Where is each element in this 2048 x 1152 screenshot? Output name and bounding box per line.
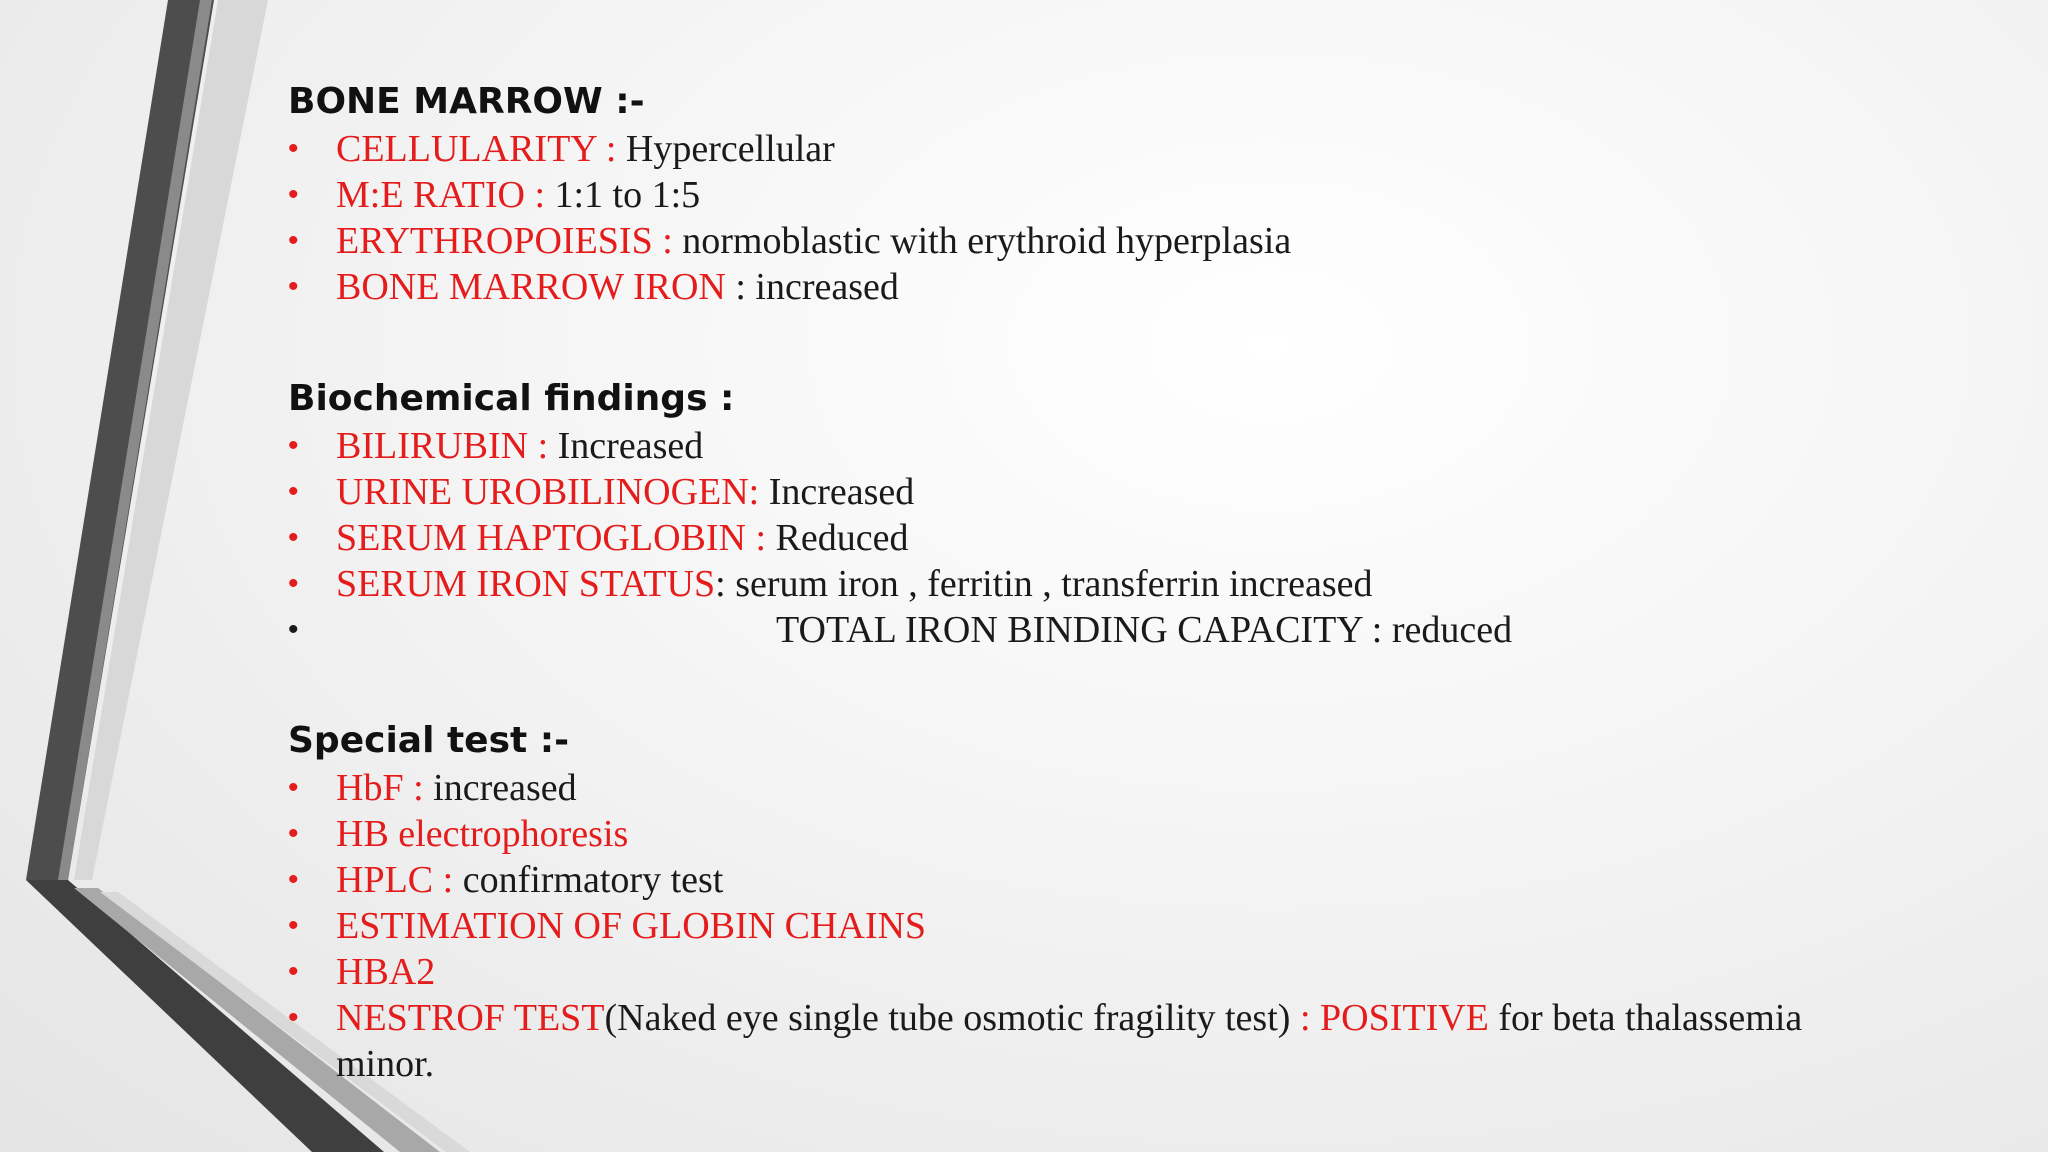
item-label: M:E RATIO : bbox=[336, 174, 555, 216]
item-label: HbF : bbox=[336, 767, 434, 809]
item-label: SERUM HAPTOGLOBIN : bbox=[336, 517, 776, 559]
item-result-value: for beta thalassemia minor. bbox=[336, 997, 1803, 1085]
item-value: : serum iron , ferritin , transferrin increased bbox=[715, 563, 1373, 605]
bullet-icon: • bbox=[288, 1001, 299, 1034]
item-label: URINE UROBILINOGEN: bbox=[336, 471, 769, 513]
bullet-icon: • bbox=[288, 955, 299, 988]
biochemical-item-urobilinogen bbox=[288, 469, 1988, 515]
bone-marrow-heading: BONE MARROW :- bbox=[288, 81, 645, 122]
item-label: HBA2 bbox=[336, 951, 436, 993]
item-label: BONE MARROW IRON bbox=[336, 266, 726, 308]
item-value: normoblastic with erythroid hyperplasia bbox=[682, 220, 1292, 262]
bone-marrow-item-iron bbox=[288, 264, 1988, 310]
special-item-globin-chains bbox=[288, 903, 1988, 949]
item-label: BILIRUBIN : bbox=[336, 425, 558, 467]
bullet-icon: • bbox=[288, 132, 299, 165]
item-label: SERUM IRON STATUS bbox=[336, 563, 716, 605]
bone-marrow-item-me-ratio bbox=[288, 172, 1988, 218]
item-value: confirmatory test bbox=[462, 859, 724, 901]
item-label: HPLC : bbox=[336, 859, 463, 901]
bullet-icon: • bbox=[288, 863, 299, 896]
item-value: (Naked eye single tube osmotic fragility test) bbox=[604, 997, 1291, 1039]
item-value: Reduced bbox=[775, 517, 909, 559]
item-value: Hypercellular bbox=[625, 128, 835, 170]
slide-content bbox=[288, 78, 1988, 1087]
bullet-icon: • bbox=[288, 475, 299, 508]
item-value: TOTAL IRON BINDING CAPACITY : reduced bbox=[776, 609, 1513, 651]
item-label: NESTROF TEST bbox=[336, 997, 605, 1039]
item-value: : increased bbox=[725, 266, 899, 308]
item-value: increased bbox=[433, 767, 577, 809]
bullet-icon: • bbox=[288, 909, 299, 942]
biochemical-item-iron-status bbox=[288, 561, 1988, 607]
item-result-label: : POSITIVE bbox=[1290, 997, 1499, 1039]
bullet-icon: • bbox=[288, 178, 299, 211]
item-label: ESTIMATION OF GLOBIN CHAINS bbox=[336, 905, 927, 947]
biochemical-item-tibc bbox=[288, 607, 1988, 653]
bullet-icon: • bbox=[288, 613, 299, 646]
item-value: Increased bbox=[768, 471, 915, 513]
special-item-hplc bbox=[288, 857, 1988, 903]
special-item-hba2 bbox=[288, 949, 1988, 995]
section-spacer bbox=[288, 310, 1988, 375]
special-test-heading: Special test :- bbox=[288, 720, 570, 761]
biochemical-item-haptoglobin bbox=[288, 515, 1988, 561]
stripe-dark-top-edge bbox=[58, 0, 212, 880]
bullet-icon: • bbox=[288, 817, 299, 850]
bone-marrow-item-erythropoiesis bbox=[288, 218, 1988, 264]
bullet-icon: • bbox=[288, 429, 299, 462]
biochemical-item-bilirubin bbox=[288, 423, 1988, 469]
special-item-nestrof bbox=[288, 995, 1836, 1087]
special-item-hbf bbox=[288, 765, 1988, 811]
item-value: 1:1 to 1:5 bbox=[554, 174, 701, 216]
bullet-icon: • bbox=[288, 224, 299, 257]
item-label: ERYTHROPOIESIS : bbox=[336, 220, 683, 262]
bullet-icon: • bbox=[288, 270, 299, 303]
bullet-icon: • bbox=[288, 521, 299, 554]
item-value: Increased bbox=[557, 425, 704, 467]
item-label: HB electrophoresis bbox=[336, 813, 629, 855]
bullet-icon: • bbox=[288, 567, 299, 600]
section-spacer bbox=[288, 653, 1988, 717]
item-label: CELLULARITY : bbox=[336, 128, 626, 170]
biochemical-heading: Biochemical findings : bbox=[288, 378, 735, 419]
bullet-icon: • bbox=[288, 771, 299, 804]
special-item-hb-electrophoresis bbox=[288, 811, 1988, 857]
bone-marrow-item-cellularity bbox=[288, 126, 1988, 172]
